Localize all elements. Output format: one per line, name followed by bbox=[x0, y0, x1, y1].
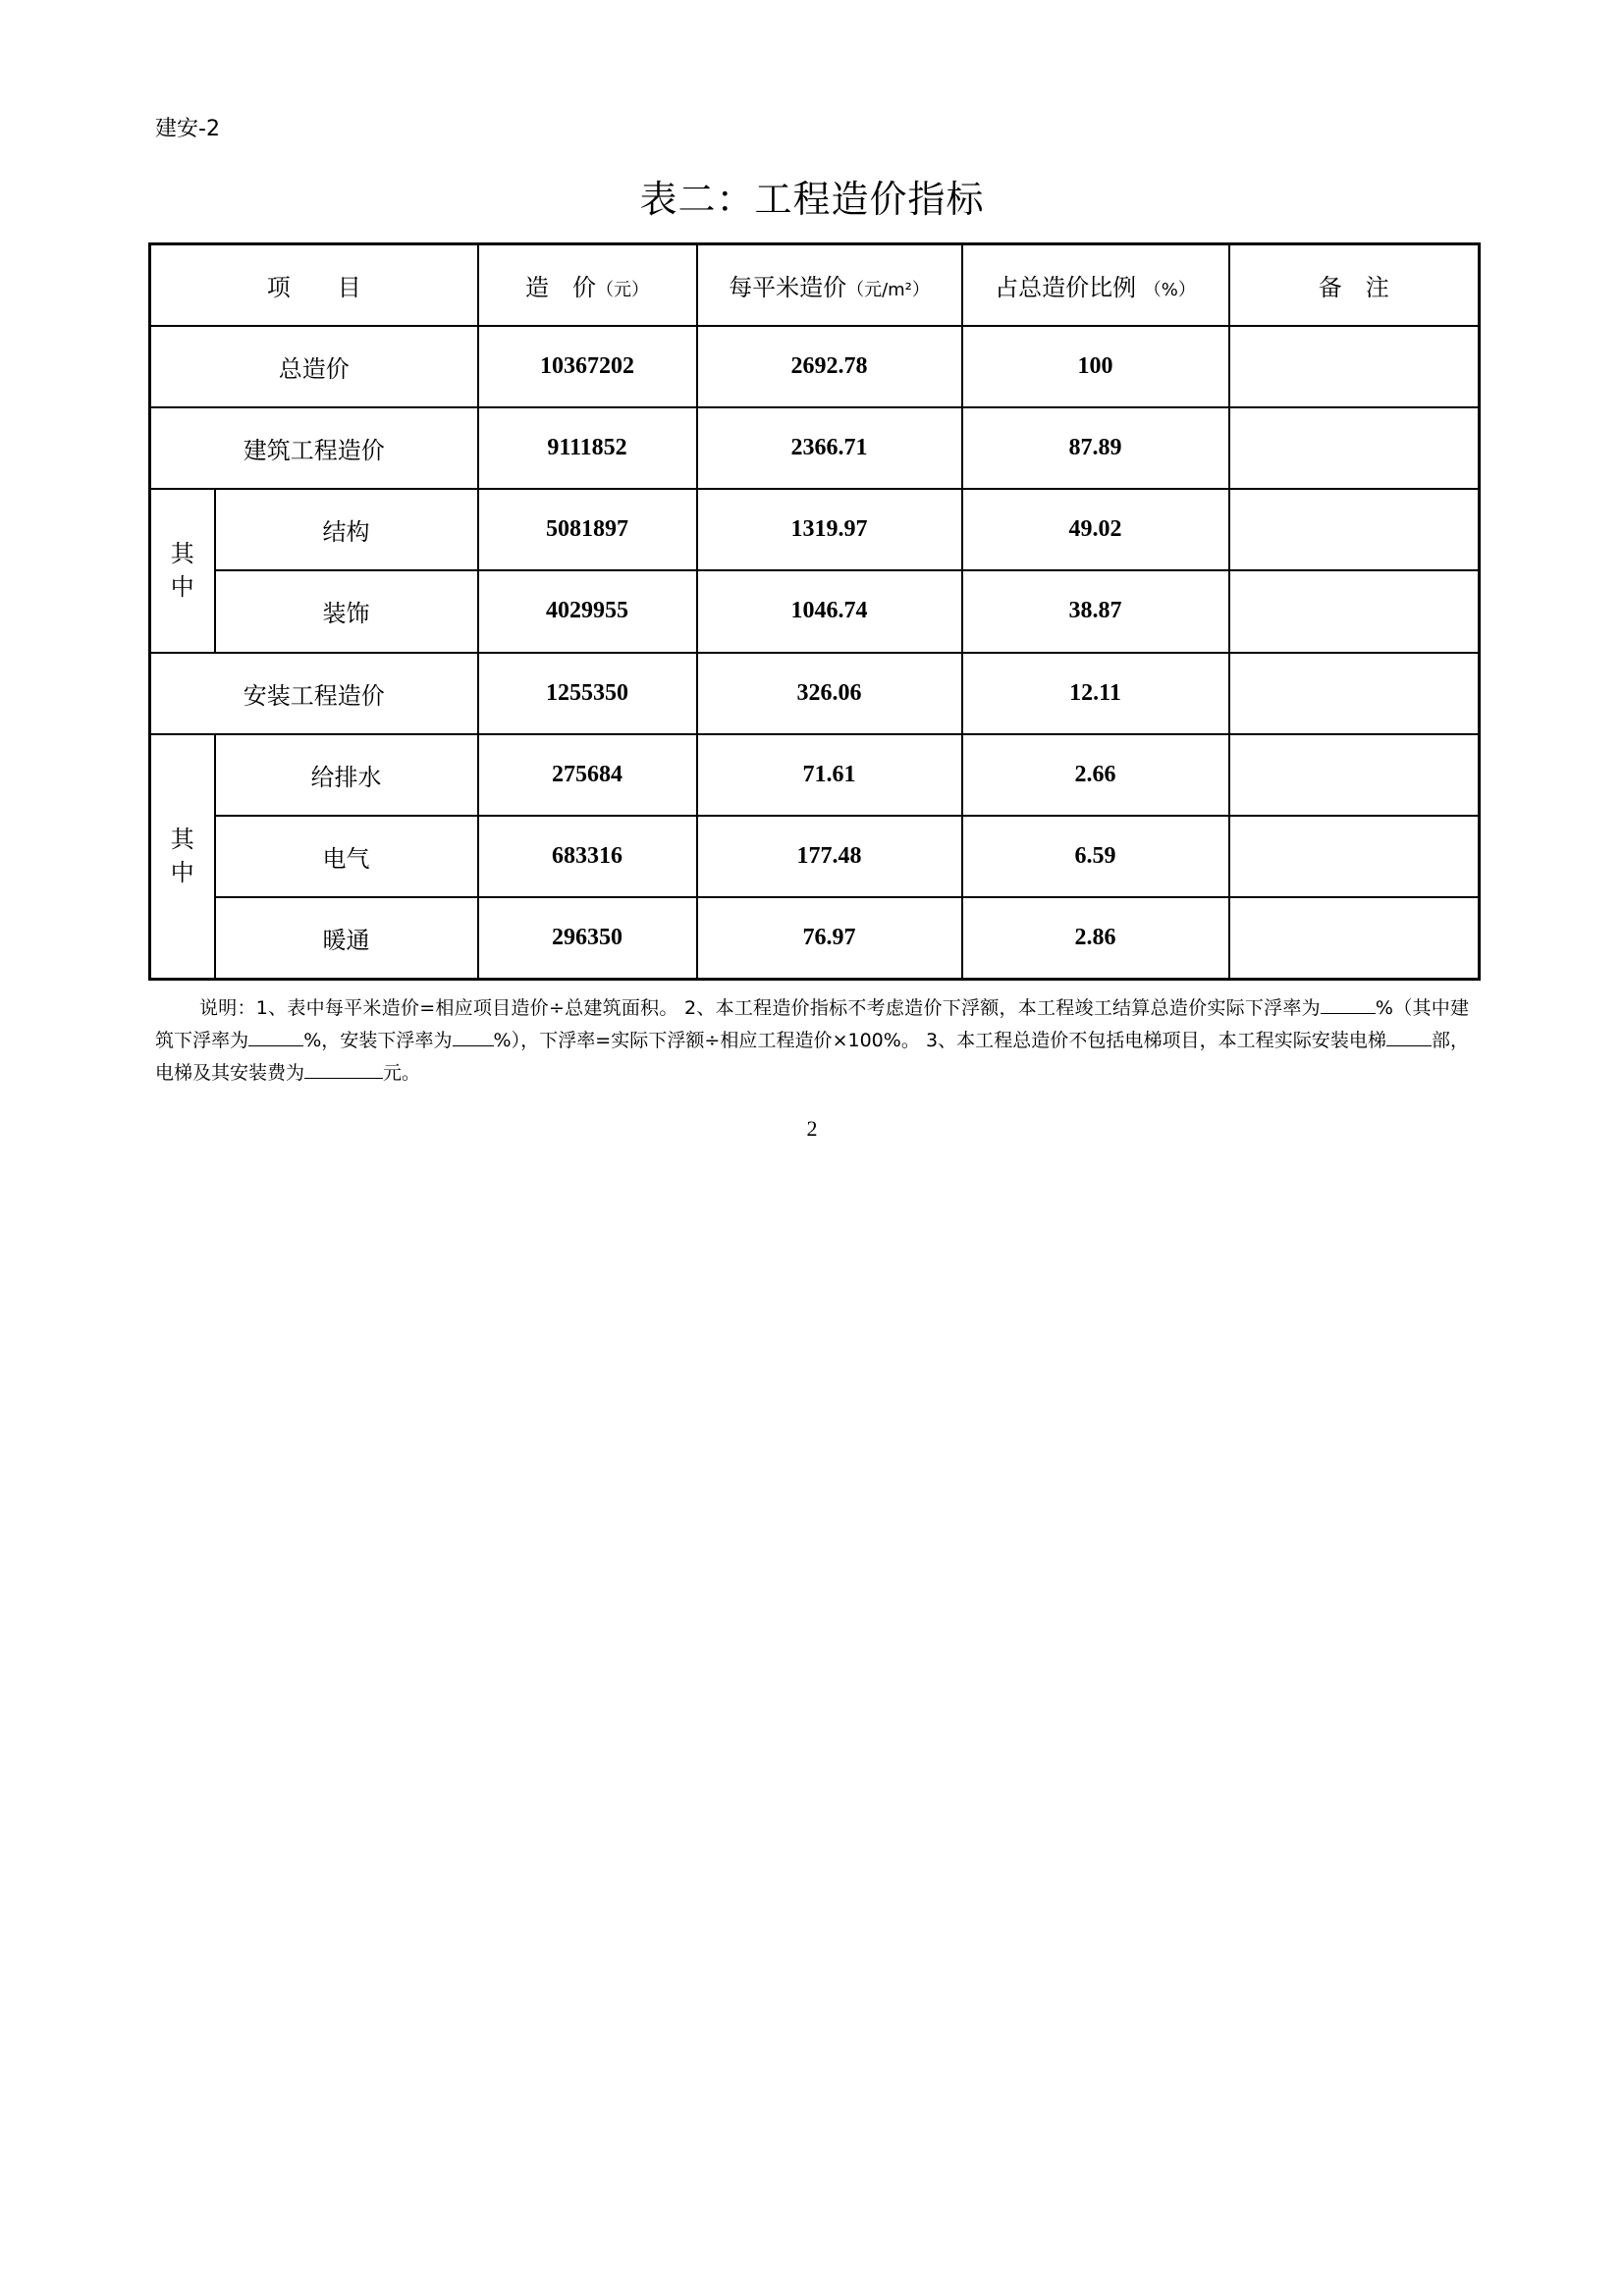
page-number: 2 bbox=[806, 1116, 818, 1141]
header-remark: 备 注 bbox=[1229, 244, 1480, 326]
cell-ratio: 87.89 bbox=[962, 407, 1229, 489]
cell-cost: 10367202 bbox=[478, 326, 697, 407]
cell-remark bbox=[1229, 816, 1480, 897]
cell-cost: 683316 bbox=[478, 816, 697, 897]
note-text-6: 元。 bbox=[383, 1062, 421, 1084]
cell-remark bbox=[1229, 407, 1480, 489]
row-label: 安装工程造价 bbox=[150, 653, 478, 734]
blank-elevator-count bbox=[1386, 1024, 1432, 1046]
table-row bbox=[150, 570, 1480, 652]
header-ratio bbox=[962, 244, 1229, 326]
header-per-sqm-unit: （元/m²） bbox=[846, 279, 930, 300]
table-row bbox=[150, 897, 1480, 979]
row-label: 给排水 bbox=[215, 734, 478, 816]
group-label-text: 其中 bbox=[170, 540, 194, 602]
blank-building-rate bbox=[248, 1024, 303, 1046]
cell-ratio: 2.66 bbox=[962, 734, 1229, 816]
cell-per-sqm: 1046.74 bbox=[697, 570, 962, 652]
cell-cost: 1255350 bbox=[478, 653, 697, 734]
table-title: 表二：工程造价指标 bbox=[639, 178, 985, 221]
table-row bbox=[150, 816, 1480, 897]
row-label: 装饰 bbox=[215, 570, 478, 652]
header-ratio-unit: （%） bbox=[1143, 279, 1196, 300]
group-label-install bbox=[150, 734, 215, 980]
blank-install-rate bbox=[453, 1024, 494, 1046]
cell-cost: 296350 bbox=[478, 897, 697, 979]
cell-remark bbox=[1229, 570, 1480, 652]
row-label: 暖通 bbox=[215, 897, 478, 979]
header-per-sqm bbox=[697, 244, 962, 326]
document-code: 建安-2 bbox=[155, 117, 220, 141]
cell-remark bbox=[1229, 653, 1480, 734]
blank-elevator-fee bbox=[304, 1056, 383, 1079]
cell-ratio: 49.02 bbox=[962, 489, 1229, 570]
table-row bbox=[150, 326, 1480, 407]
header-cost-unit: （元） bbox=[596, 279, 649, 300]
group-label-building bbox=[150, 489, 215, 652]
cell-remark bbox=[1229, 734, 1480, 816]
cell-per-sqm: 2366.71 bbox=[697, 407, 962, 489]
row-label: 电气 bbox=[215, 816, 478, 897]
cell-ratio: 100 bbox=[962, 326, 1229, 407]
cell-ratio: 12.11 bbox=[962, 653, 1229, 734]
cell-ratio: 2.86 bbox=[962, 897, 1229, 979]
table-row bbox=[150, 489, 1480, 570]
cell-cost: 4029955 bbox=[478, 570, 697, 652]
cell-remark bbox=[1229, 897, 1480, 979]
blank-total-rate bbox=[1321, 991, 1376, 1014]
cell-per-sqm: 1319.97 bbox=[697, 489, 962, 570]
note-text-2: %（其中建筑下浮率为 bbox=[155, 997, 1469, 1051]
cell-ratio: 6.59 bbox=[962, 816, 1229, 897]
header-cost-label: 造 价 bbox=[525, 273, 596, 301]
header-cost bbox=[478, 244, 697, 326]
table-row bbox=[150, 407, 1480, 489]
explanation-note bbox=[155, 991, 1469, 1089]
row-label: 建筑工程造价 bbox=[150, 407, 478, 489]
header-per-sqm-label: 每平米造价 bbox=[729, 273, 847, 301]
cell-per-sqm: 71.61 bbox=[697, 734, 962, 816]
table-row bbox=[150, 653, 1480, 734]
cell-cost: 9111852 bbox=[478, 407, 697, 489]
row-label: 总造价 bbox=[150, 326, 478, 407]
header-ratio-label: 占总造价比例 bbox=[995, 273, 1137, 301]
table-row bbox=[150, 734, 1480, 816]
group-label-text: 其中 bbox=[170, 826, 194, 887]
header-row bbox=[150, 244, 1480, 326]
cell-per-sqm: 326.06 bbox=[697, 653, 962, 734]
row-label: 结构 bbox=[215, 489, 478, 570]
cell-remark bbox=[1229, 326, 1480, 407]
cell-cost: 5081897 bbox=[478, 489, 697, 570]
cell-per-sqm: 2692.78 bbox=[697, 326, 962, 407]
cell-per-sqm: 76.97 bbox=[697, 897, 962, 979]
cell-per-sqm: 177.48 bbox=[697, 816, 962, 897]
note-text-3: %，安装下浮率为 bbox=[303, 1030, 453, 1051]
cost-index-table bbox=[148, 242, 1481, 981]
note-text-1: 说明：1、表中每平米造价=相应项目造价÷总建筑面积。 2、本工程造价指标不考虑造价下浮额，本工程竣工结算总造价实际下浮率为 bbox=[199, 997, 1321, 1019]
cell-remark bbox=[1229, 489, 1480, 570]
cell-ratio: 38.87 bbox=[962, 570, 1229, 652]
note-text-5: 部，电梯及其安装费为 bbox=[155, 1030, 1469, 1084]
cell-cost: 275684 bbox=[478, 734, 697, 816]
note-text-4: %），下浮率=实际下浮额÷相应工程造价×100%。 3、本工程总造价不包括电梯项目，本工程实际安装电梯 bbox=[493, 1030, 1386, 1051]
header-item: 项 目 bbox=[150, 244, 478, 326]
